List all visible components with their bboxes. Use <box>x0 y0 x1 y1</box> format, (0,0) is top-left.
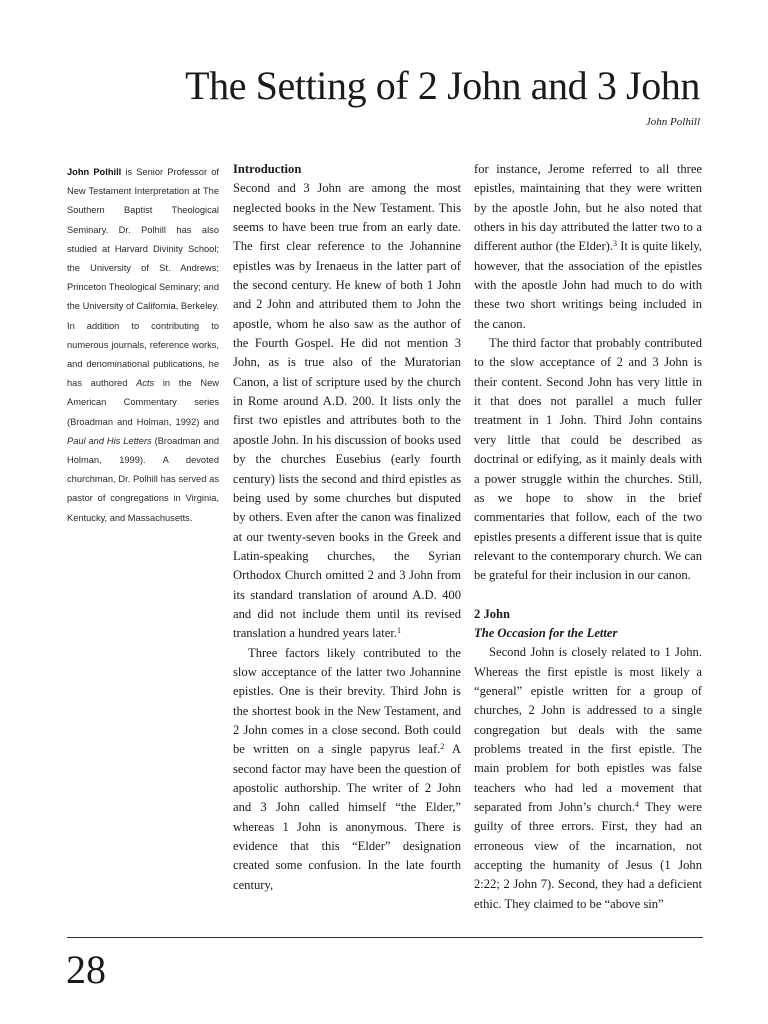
subsection-heading: The Occasion for the Letter <box>474 625 618 640</box>
footnote-ref-3[interactable]: 3 <box>613 239 618 249</box>
footnote-ref-1[interactable]: 1 <box>397 626 402 636</box>
page-number: 28 <box>66 947 106 992</box>
paragraph-intro: Second and 3 John are among the most neglected books in the New Testament. This seems to have been true from an early date. The first clear reference to the Johannine epistles was by Irenaeus in the latter part of the second century. He knew of both 1 John and 2 John and attributed them to John the apostle, whom he also saw as the author of the Fourth Gospel. He did not mention 3 John, as is true also of the Muratorian Canon, a list of scripture used by the church in Rome around A.D. 200. It lists only the first two epistles and attributes both to the apostle John. In his discussion of books used by the churches Eusebius (early fourth century) lists the second and third epistles as being used by some churches but disputed by others. Even after the canon was finalized at our twenty-seven books in the Greek and Latin-speaking churches, the Syrian Orthodox Church omitted 2 and 3 John from its standard translation of around A.D. 400 and did not include them until its revised translation a hundred years later.$^1$ <box>233 181 461 641</box>
paragraph-third-factor: The third factor that probably contributed to the slow acceptance of 2 and 3 John is their content. Second John has very little in it that does not parallel a much fuller treatment in 1 John. Third John contains very little that could be described as doctrinal or edifying, as it mainly deals with a power struggle within the churches. Still, as we hope to show in the brief commentaries that follow, each of the two epistles presents a different issue that is quite relevant to the contemporary church. We can be grateful for their inclusion in our canon. <box>474 336 702 583</box>
bio-book-acts: Acts <box>136 378 155 389</box>
author-bio <box>67 163 219 528</box>
column-middle <box>233 160 461 895</box>
bio-book-paul: Paul and His Letters <box>67 435 152 446</box>
footnote-ref-4[interactable]: 4 <box>634 800 639 809</box>
bio-text-2: in the New American Commentary series (Broadman and Holman, 1992) and <box>67 378 219 427</box>
intro-heading: Introduction <box>233 162 302 176</box>
bio-text-3: (Broadman and Holman, 1999). A devoted churchman, Dr. Polhill has served as pastor of congregations in Virginia, Kentucky, and Massachusetts. <box>67 435 219 523</box>
column-right <box>474 160 702 914</box>
paragraph-factors: Three factors likely contributed to the slow acceptance of the latter two Johannine epistles. One is their brevity. Third John is the shortest book in the New Testament, and 2 John comes in a close second. Both could be written on a single papyrus leaf.$^2$ A second factor may have been the question of apostolic authorship. The writer of 2 John and 3 John called himself “the Elder,” whereas 1 John is anonymous. There is evidence that this “Elder” designation created some confusion. In the late fourth century, <box>233 645 461 892</box>
bio-text-1: is Senior Professor of New Testament Interpretation at The Southern Baptist Theological Seminary. Dr. Polhill has also studied at Harvard Divinity School; the University of St. Andrews; Princeton Theological Seminary; and the University of California, Berkeley. In addition to contributing to numerous journals, reference works, and denominational publications, he has authored <box>67 167 219 389</box>
author-byline: John Polhill <box>645 116 700 128</box>
bio-name: John Polhill <box>67 167 122 177</box>
footnote-ref-2[interactable]: 2 <box>440 742 445 752</box>
section-heading: 2 John <box>474 606 511 621</box>
footer-rule <box>67 937 703 938</box>
article-title: The Setting of 2 John and 3 John <box>185 63 700 108</box>
paragraph-occasion: Second John is closely related to 1 John. Whereas the first epistle is most likely a “general” epistle written for a group of churches, 2 John is addressed to a single congregation but deals with the same problems treated in the first epistle. The main problem for both epistles was false teachers who had led a movement that separated from John’s church.$^4$ They were guilty of three errors. First, they had an erroneous view of the incarnation, not accepting the humanity of Jesus (1 John 2:22; 2 John 7). Second, they had a deficient ethic. They claimed to be “above sin” <box>474 645 702 911</box>
paragraph-factors-cont: for instance, Jerome referred to all three epistles, maintaining that they were written by the apostle John, but he also noted that others in his day attributed the latter two to a different author (the Elder).$^3$ It is quite likely, however, that the association of the epistles with the apostle John had much to do with these two short writings being included in the canon. <box>474 162 702 331</box>
